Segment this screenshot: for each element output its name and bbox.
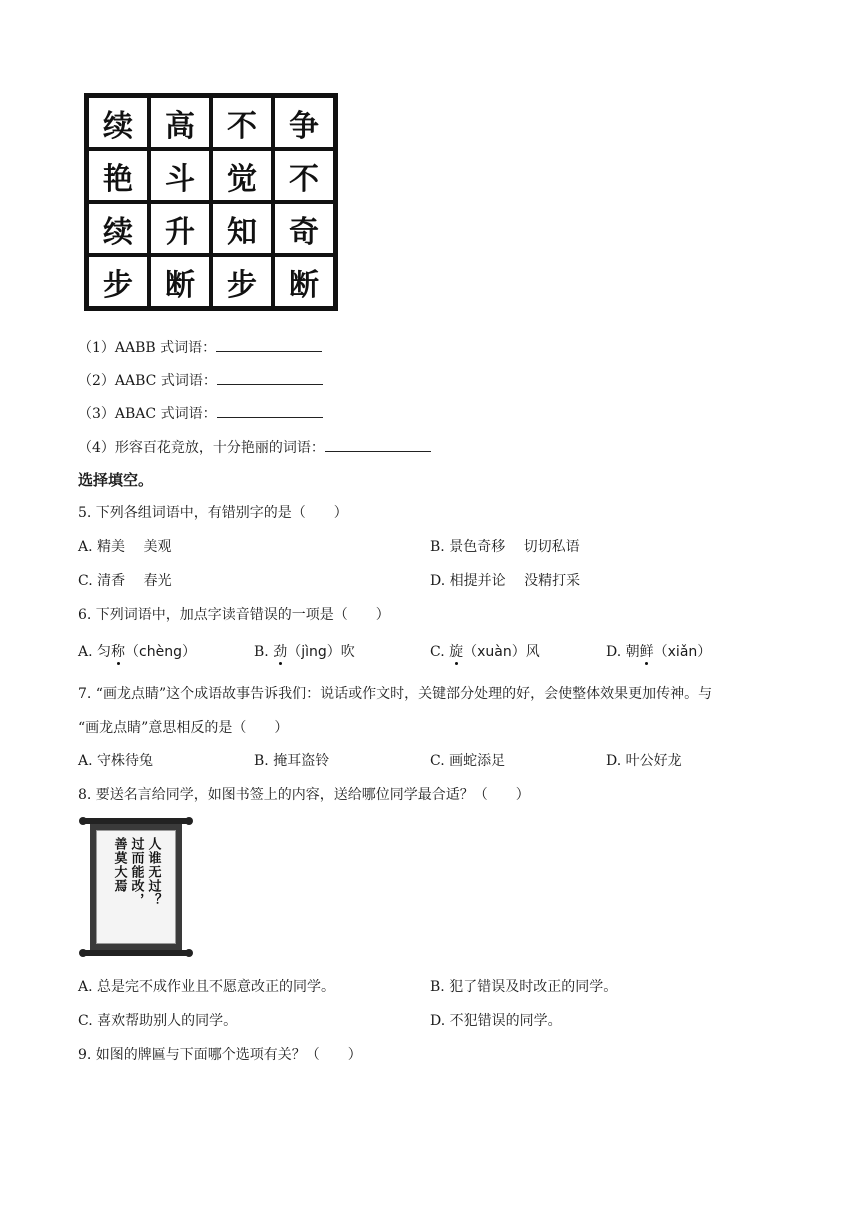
item-aabb [78,337,322,358]
option-prefix: A. 匀 [78,644,112,660]
scroll-rod-bottom [82,950,190,956]
question-7-option-b[interactable]: B. 掩耳盗铃 [254,753,330,769]
scroll-knob [185,817,193,825]
grid-cell: 续 [87,202,149,255]
bookmark-column-2: 过而能改， [128,837,144,907]
grid-cell: 斗 [149,149,211,202]
bookmark-text-area [96,830,176,944]
grid-cell: 艳 [87,149,149,202]
question-5-option-d[interactable]: D. 相提并论 没精打采 [430,573,581,589]
question-6-option-a[interactable] [78,642,196,662]
scroll-knob [79,817,87,825]
question-6-stem: 6. 下列词语中，加点字读音错误的一项是（ ） [78,607,390,623]
bookmark-column-1: 人谁无过？ [145,837,161,907]
section-title: 选择填空。 [78,471,154,489]
option-prefix: B. [254,644,274,660]
grid-cell: 争 [273,96,335,149]
option-suffix: 风 [525,644,540,660]
pinyin: （chèng） [125,644,196,660]
grid-cell: 升 [149,202,211,255]
grid-cell: 断 [149,255,211,308]
pinyin: （xiǎn） [653,644,712,660]
item-flowers-label: （4）形容百花竞放，十分艳丽的词语： [78,440,325,456]
scroll-knob [79,949,87,957]
answer-blank[interactable] [216,337,322,352]
question-8-option-c[interactable]: C. 喜欢帮助别人的同学。 [78,1013,238,1029]
option-suffix: 吹 [340,644,355,660]
question-5-stem: 5. 下列各组词语中，有错别字的是（ ） [78,505,348,521]
answer-blank[interactable] [217,370,323,385]
item-aabc-label: （2）AABC 式词语： [78,373,217,389]
bookmark-scroll [82,816,190,958]
question-5-option-c[interactable]: C. 清香 春光 [78,573,172,589]
dotted-character: 鲜 [639,644,654,660]
grid-cell: 断 [273,255,335,308]
item-abac-label: （3）ABAC 式词语： [78,406,217,422]
question-5-option-a[interactable]: A. 精美 美观 [78,539,172,555]
question-7-option-a[interactable]: A. 守株待兔 [78,753,154,769]
character-grid [84,93,338,311]
question-7-option-c[interactable]: C. 画蛇添足 [430,753,506,769]
dotted-character: 劲 [273,644,288,660]
bookmark-column-3: 善莫大焉 [111,837,127,893]
item-aabc [78,370,323,391]
question-6-option-c[interactable] [430,642,540,662]
pinyin: （jìng） [287,644,341,660]
question-7-stem-line-1: 7. “画龙点睛”这个成语故事告诉我们：说话或作文时，关键部分处理的好，会使整体效果更加传神。与 [78,686,713,702]
question-7-option-d[interactable]: D. 叶公好龙 [606,753,682,769]
scroll-knob [185,949,193,957]
grid-cell: 高 [149,96,211,149]
question-6-option-d[interactable] [606,642,711,662]
answer-blank[interactable] [325,437,431,452]
grid-cell: 不 [211,96,273,149]
question-7-stem-line-2: “画龙点睛”意思相反的是（ ） [78,720,289,736]
grid-cell: 不 [273,149,335,202]
bookmark-panel [90,824,182,950]
question-9-stem: 9. 如图的牌匾与下面哪个选项有关？（ ） [78,1047,362,1063]
question-8-option-b[interactable]: B. 犯了错误及时改正的同学。 [430,979,618,995]
option-prefix: C. [430,644,450,660]
answer-blank[interactable] [217,403,323,418]
dotted-character: 旋 [449,644,464,660]
grid-cell: 知 [211,202,273,255]
item-flowers [78,437,431,458]
item-abac [78,403,323,424]
grid-cell: 步 [87,255,149,308]
question-8-option-d[interactable]: D. 不犯错误的同学。 [430,1013,562,1029]
grid-cell: 奇 [273,202,335,255]
question-5-option-b[interactable]: B. 景色奇移 切切私语 [430,539,580,555]
option-prefix: D. 朝 [606,644,640,660]
question-8-option-a[interactable]: A. 总是完不成作业且不愿意改正的同学。 [78,979,336,995]
dotted-character: 称 [111,644,126,660]
grid-cell: 续 [87,96,149,149]
grid-cell: 觉 [211,149,273,202]
item-aabb-label: （1）AABB 式词语： [78,340,217,356]
question-6-option-b[interactable] [254,642,355,662]
grid-cell: 步 [211,255,273,308]
pinyin: （xuàn） [463,644,526,660]
question-8-stem: 8. 要送名言给同学，如图书签上的内容，送给哪位同学最合适？（ ） [78,787,530,803]
